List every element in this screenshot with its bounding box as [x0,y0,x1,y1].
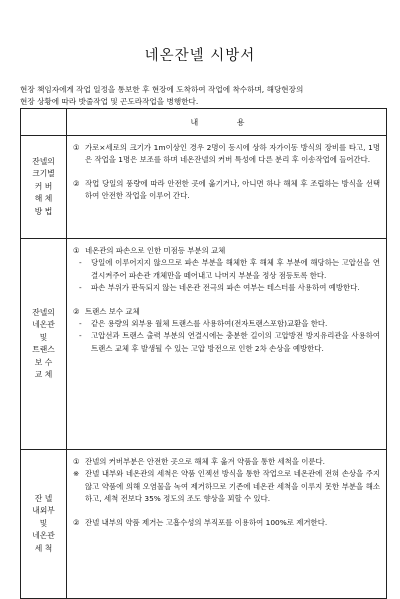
row-label-line: 잔넬의 [32,156,55,166]
item-text: 잔넬 내부와 네온관의 세척은 약품 인젝션 방식을 통한 작업으로 네온관에 전혀 손상을 주지 않고 약품에 의해 오염물을 녹여 제거하므로 기존에 네온관 세척을 이루지 못한 부분을 해소하고, 세척 전보다 35% 정도의 조도 향상을 꾀할 수 있다. [85,469,380,504]
table-header-row [21,109,387,136]
table-header-empty [21,109,67,136]
item-marker: - [79,258,82,268]
table-header-content: 내 용 [67,109,387,136]
item-marker: - [79,283,82,293]
document-title: 네온잔넬 시방서 [144,48,256,64]
item-marker: ② [73,178,80,188]
item-marker: ※ [73,469,80,479]
row-label-line: 및 [39,332,48,342]
item-marker: - [79,319,82,329]
list-item [73,468,380,505]
table-row [21,136,387,239]
table-row [21,450,387,599]
row-label-line: 크기별 [32,169,55,179]
item-marker: ② [73,517,80,527]
item-text: 네온관의 파손으로 인한 미점등 부분의 교체 [85,246,226,255]
item-text: 고압선과 트랜스 출력 부분의 연결시에는 충분한 길이의 고압방전 방지유리관을 사용하여 트랜스 교체 후 발생될 수 있는 고압 방전으로 인한 2차 손상을 예방한다. [91,331,380,353]
row-label [21,450,67,599]
row-label-line: 방 법 [34,206,53,216]
sub-list-item [73,330,380,355]
row-label-line: 트랜스 [32,345,55,354]
row-content [67,239,387,450]
sub-list-item [73,318,380,330]
item-marker: - [79,331,82,341]
row-content [67,136,387,239]
row-label-line: 교 체 [34,370,53,379]
row-label [21,136,67,239]
item-text: 잔넬의 커버부분은 안전한 곳으로 해체 후 옮겨 약품을 통한 세척을 이룬다. [85,457,326,466]
row-label-line: 잔 넬 [34,493,53,503]
list-item [73,245,380,257]
item-text: 트랜스 보수 교체 [85,306,140,316]
item-text: 가로×세로의 크기가 1m이상인 경우 2명이 동시에 상하 자가이동 방식의 장비를 타고, 1명은 작업을 1명은 보조를 하며 네온잔넬의 커버 특성에 다른 분리 후 이송작업에 들어간다. [85,143,380,165]
list-item [73,517,380,529]
row-label-line: 잔넬의 [32,307,55,317]
item-text: 잔넬 내부의 약품 제거는 고흡수성의 부직포를 이용하여 100%로 제거한다. [85,517,328,527]
item-marker: ① [73,143,80,152]
intro-paragraph [20,84,392,108]
row-label-line: 해 체 [34,194,53,204]
row-label-line: 및 [39,518,48,528]
item-text: 같은 용량의 외부용 월체 트랜스를 사용하여(전자트랜스포함)교환을 한다. [91,319,328,329]
sub-list-item [73,282,380,294]
item-marker: ① [73,457,80,466]
item-text: 작업 당일의 풍량에 따라 안전한 곳에 옮기거나, 아니면 하나 해체 후 조립하는 방식을 선택하여 안전한 작업을 이루어 간다. [85,178,380,201]
spec-table [20,108,387,599]
row-label-line: 네온관 [32,531,55,541]
table-row [21,239,387,450]
list-item [73,142,380,167]
item-marker: ① [73,246,80,255]
row-label [21,239,67,450]
row-content [67,450,387,599]
list-item [73,456,380,468]
item-text: 당일에 이루어지지 않으므로 파손 부분을 해체한 후 해체 후 부분에 해당하는 고압선을 연결시켜주어 파손관 개체만을 떼어내고 나머지 부분을 정상 점등토록 한다. [91,258,380,280]
list-item [73,178,380,203]
item-text: 파손 부위가 판독되지 않는 네온관 전극의 파손 여부는 테스터를 사용하여 예방한다. [91,283,360,293]
intro-line: 현장 상황에 따라 밧줄작업 및 곤도라작업을 병행한다. [20,97,199,106]
row-label-line: 내외부 [32,506,55,516]
row-label-line: 네온관 [32,320,55,329]
row-label-line: 커 버 [34,181,53,191]
list-item [73,306,380,318]
row-label-line: 세 척 [34,543,53,553]
sub-list-item [73,257,380,282]
item-marker: ② [73,306,80,316]
row-label-line: 보 수 [34,357,53,367]
intro-line: 현장 책임자에게 작업 일정을 통보한 후 현장에 도착하여 작업에 착수하며, 해당현장의 [20,85,304,94]
